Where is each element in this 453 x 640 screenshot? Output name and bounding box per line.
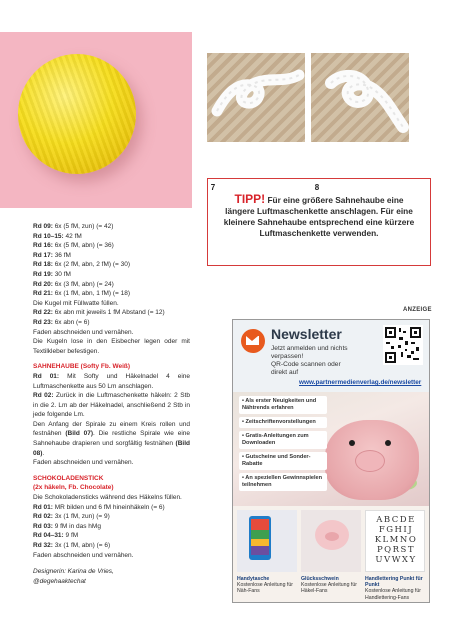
- ad-thumbnails: [233, 506, 429, 602]
- row-line: Rd 20: 6x (3 fM, abn) (= 24): [33, 280, 114, 288]
- row-line: Rd 22: 6x abn mit jeweils 1 fM Abstand (= 12): [33, 309, 165, 317]
- yellow-ball: [18, 54, 136, 174]
- row-line: Rd 17: 36 fM: [33, 251, 71, 259]
- finish-text: Faden abschneiden und vernähen.: [33, 328, 134, 336]
- row-line: Rd 01: Mit Softy und Häkelnadel 4 eine Luftmaschenkette aus 50 Lm anschlagen.: [33, 372, 190, 390]
- ad-photo-pig: [233, 392, 429, 508]
- glue-text: Die Kugeln lose in den Eisbecher legen oder mit Textilkleber befestigen.: [33, 338, 190, 355]
- tip-line-3: kleinere Sahnehaube entsprechend eine kürzere: [223, 217, 415, 227]
- row-line: Rd 19: 30 fM: [33, 270, 71, 278]
- list-item: • Gutscheine und Sonder-Rabatte: [239, 452, 327, 470]
- tip-line-4: Luftmaschenkette verwenden.: [259, 228, 379, 238]
- newsletter-ad[interactable]: [232, 319, 430, 603]
- section-subtitle: (2x häkeln, Fb. Chocolate): [33, 484, 114, 492]
- list-item: • Als erster Neuigkeiten und Nähtrends erfahren: [239, 396, 327, 414]
- row-line: Rd 21: 6x (1 fM, abn, 1 fM) (= 18): [33, 290, 131, 298]
- row-line: Rd 01: MR bilden und 6 fM hineinhäkeln (= 6): [33, 503, 165, 511]
- intro-text: Die Schokoladensticks während des Häkelns füllen.: [33, 494, 182, 502]
- tip-box: [207, 178, 431, 266]
- section-title-sahnehaube: SAHNEHAUBE (Softy Fb. Weiß): [33, 363, 131, 371]
- crochet-pig: [325, 420, 419, 500]
- finish-text: Faden abschneiden und vernähen.: [33, 551, 134, 559]
- ad-subtitle: Jetzt anmelden und nichts verpassen! QR-Code scannen oder direkt auf: [271, 345, 348, 376]
- row-line: Rd 18: 6x (2 fM, abn, 2 fM) (= 30): [33, 261, 131, 269]
- pig-icon: [315, 520, 349, 550]
- ad-label: ANZEIGE: [403, 307, 432, 313]
- ad-title: Newsletter: [271, 326, 342, 342]
- thumb-handlettering[interactable]: [365, 510, 425, 572]
- newsletter-link[interactable]: www.partnermedienverlag.de/newsletter: [299, 379, 422, 386]
- designer-credit: Designerin: Karina de Vries,: [33, 568, 114, 576]
- tip-line-2: längere Luftmaschenkette anschlagen. Für eine: [225, 206, 413, 216]
- row-line: Rd 09: 6x (5 fM, zun) (= 42): [33, 223, 114, 230]
- envelope-icon: [241, 329, 265, 353]
- phone-case-icon: [249, 516, 271, 560]
- instruction-column: [33, 222, 190, 586]
- yellow-crochet-ball-photo: [0, 32, 192, 208]
- row-line: Rd 02: 3x (1 fM, zun) (= 9): [33, 513, 110, 521]
- thumb-caption: Handytasche Kostenlose Anleitung für Näh-Fans: [237, 576, 293, 595]
- step-photo-8: [311, 53, 409, 192]
- tip-line-1: TIPP! Für eine größere Sahnehaube eine: [234, 192, 404, 206]
- photo-number-7: 7: [207, 182, 219, 194]
- qr-code-icon[interactable]: [383, 325, 423, 365]
- thumb-gluecksschwein[interactable]: [301, 510, 361, 572]
- finish-text: Faden abschneiden und vernähen.: [33, 459, 134, 467]
- step-photo-7: [207, 53, 305, 192]
- tip-word: TIPP!: [234, 192, 266, 206]
- row-line: Rd 02: Zurück in die Luftmaschenkette häkeln: 2 Stb in die 2. Lm ab der Häkelnadel, anschließend 2 Stb in jede folgende Lm.: [33, 392, 190, 419]
- thumb-caption: Glücksschwein Kostenlose Anleitung für Häkel-Fans: [301, 576, 357, 595]
- designer-handle: @degehaaktechat: [33, 577, 86, 585]
- row-line: Rd 16: 6x (5 fM, abn) (= 36): [33, 242, 114, 250]
- list-item: • Zeitschriftenvorstellungen: [239, 417, 327, 428]
- ad-header: [233, 320, 429, 392]
- row-line: Rd 10–15: 42 fM: [33, 232, 82, 240]
- row-line: Rd 03: 9 fM in das hMg: [33, 522, 101, 530]
- row-line: Rd 23: 6x abn (= 6): [33, 318, 90, 326]
- row-line: Rd 32: 3x (1 fM, abn) (= 6): [33, 542, 111, 549]
- photo-number-8: 8: [311, 182, 323, 194]
- list-item: • An speziellen Gewinnspielen teilnehmen: [239, 473, 327, 491]
- section-title-schokoladenstick: SCHOKOLADENSTICK: [33, 474, 104, 482]
- list-item: • Gratis-Anleitungen zum Downloaden: [239, 431, 327, 449]
- thumb-caption: Handlettering Punkt für Punkt Kostenlose Anleitung für Handlettering-Fans: [365, 576, 423, 601]
- lettering-alphabet-picture: ABCDE FGHIJ KLMNO PQRST UVWXY: [374, 515, 418, 565]
- row-line: Rd 04–31: 9 fM: [33, 532, 79, 540]
- ad-benefit-list: [239, 396, 327, 494]
- thumb-handytasche[interactable]: [237, 510, 297, 572]
- fill-text: Die Kugel mit Füllwatte füllen.: [33, 299, 119, 307]
- spiral-text: Den Anfang der Spirale zu einem Kreis rollen und festnähen (Bild 07). Die restliche Spirale wie eine Sahnehaube drapieren und sorgfältig festnähen (Bild 08).: [33, 420, 190, 457]
